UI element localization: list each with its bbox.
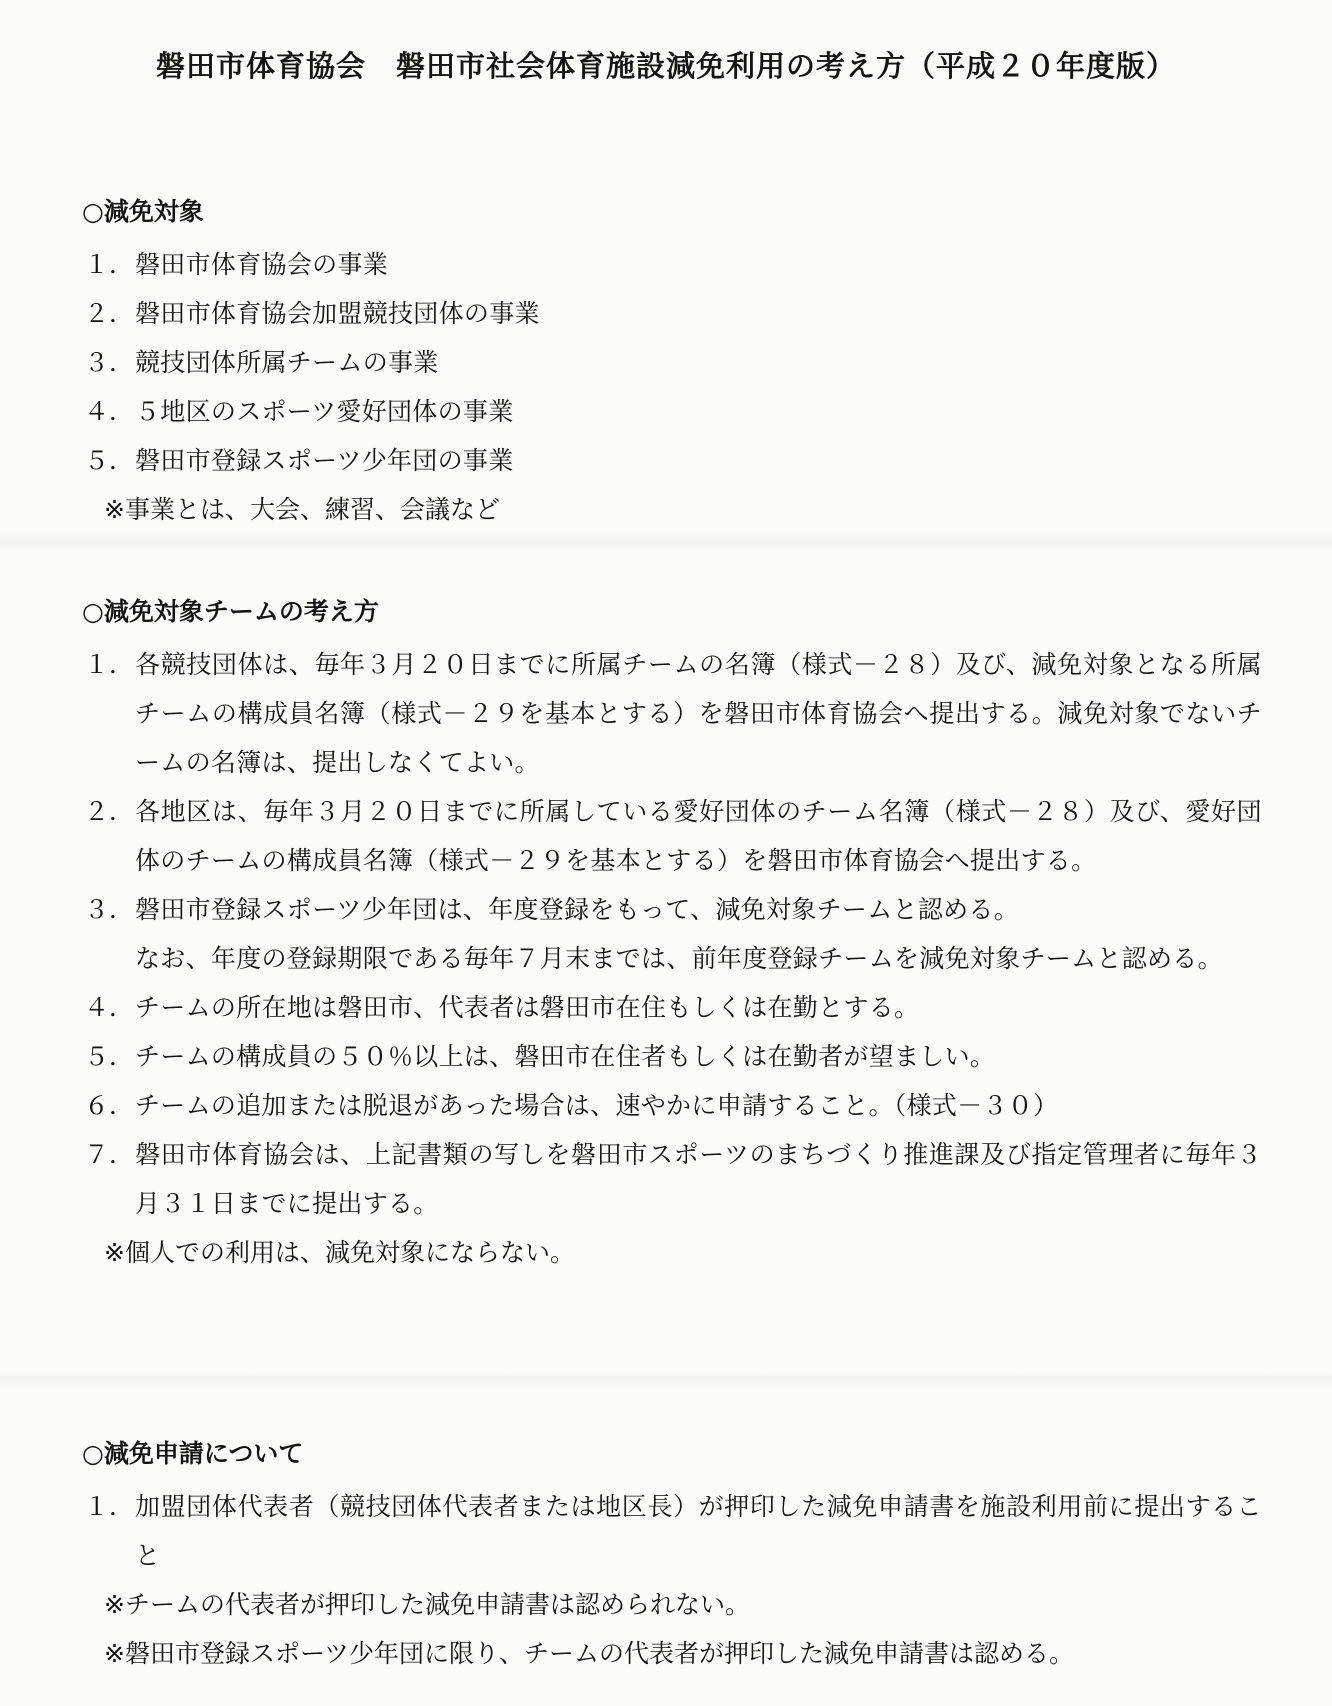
note: ※チームの代表者が押印した減免申請書は認められない。 [104,1590,750,1619]
item-text: 磐田市体育協会加盟競技団体の事業 [135,299,540,328]
note: ※個人での利用は、減免対象にならない。 [104,1238,575,1267]
list-item [82,640,1262,787]
section-exemption-application [82,1434,1262,1678]
item-number: １． [84,1492,135,1521]
list-item [82,289,1262,338]
note: ※磐田市登録スポーツ少年団に限り、チームの代表者が押印した減免申請書は認める。 [104,1639,1074,1668]
item-text: 各地区は、毎年３月２０日までに所属している愛好団体のチーム名簿（様式－２８）及び、愛好団体のチームの構成員名簿（様式－２９を基本とする）を磐田市体育協会へ提出する。 [135,797,1262,875]
list-item [82,983,1262,1032]
item-number: ３． [84,348,135,377]
list-item [82,1081,1262,1130]
item-number: ７． [84,1140,135,1169]
note: ※事業とは、大会、練習、会議など [104,495,500,524]
list-item [82,1130,1262,1228]
item-text: チームの所在地は磐田市、代表者は磐田市在住もしくは在勤とする。 [135,993,920,1022]
item-text: 各競技団体は、毎年３月２０日までに所属チームの名簿（様式－２８）及び、減免対象となる所属チームの構成員名簿（様式－２９を基本とする）を磐田市体育協会へ提出する。減免対象でないチームの名簿は、提出しなくてよい。 [135,650,1262,777]
item-number: ２． [84,797,135,826]
item-number: １． [84,650,135,679]
section-team-eligibility [82,592,1262,1277]
list-item [82,885,1262,983]
list-item [82,1482,1262,1580]
item-number: ５． [84,1042,135,1071]
document-title: 磐田市体育協会 磐田市社会体育施設減免利用の考え方（平成２０年度版） [155,49,1176,83]
item-text: チームの構成員の５０％以上は、磐田市在住者もしくは在勤者が望ましい。 [135,1042,996,1071]
section-heading: ○減免申請について [82,1439,304,1468]
list-item [82,240,1262,289]
item-number: ３． [84,895,135,924]
section-exemption-targets [82,192,1262,534]
list-item [82,436,1262,485]
paper-fold-line [0,1370,1332,1388]
item-subtext: なお、年度の登録期限である毎年７月末までは、前年度登録チームを減免対象チームと認める。 [135,944,1223,973]
item-number: ４． [84,397,135,426]
list-item [82,787,1262,885]
item-text: 磐田市登録スポーツ少年団は、年度登録をもって、減免対象チームと認める。 [135,895,1020,924]
item-text-block [135,885,1262,983]
item-text: 磐田市体育協会は、上記書類の写しを磐田市スポーツのまちづくり推進課及び指定管理者に毎年３月３１日までに提出する。 [135,1140,1262,1218]
item-text: チームの追加または脱退があった場合は、速やかに申請すること。（様式－３０） [135,1091,1059,1120]
section-heading: ○減免対象 [82,197,204,226]
section-heading: ○減免対象チームの考え方 [82,597,379,626]
item-text: 磐田市体育協会の事業 [135,250,389,279]
item-number: １． [84,250,135,279]
list-item [82,338,1262,387]
item-number: ４． [84,993,135,1022]
item-text: 加盟団体代表者（競技団体代表者または地区長）が押印した減免申請書を施設利用前に提出すること [135,1492,1262,1570]
item-number: ２． [84,299,135,328]
item-text: 競技団体所属チームの事業 [135,348,439,377]
item-number: ６． [84,1091,135,1120]
item-number: ５． [84,446,135,475]
list-item [82,1032,1262,1081]
paper-fold-line [0,534,1332,552]
item-text: ５地区のスポーツ愛好団体の事業 [135,397,514,426]
list-item [82,387,1262,436]
item-text: 磐田市登録スポーツ少年団の事業 [135,446,514,475]
